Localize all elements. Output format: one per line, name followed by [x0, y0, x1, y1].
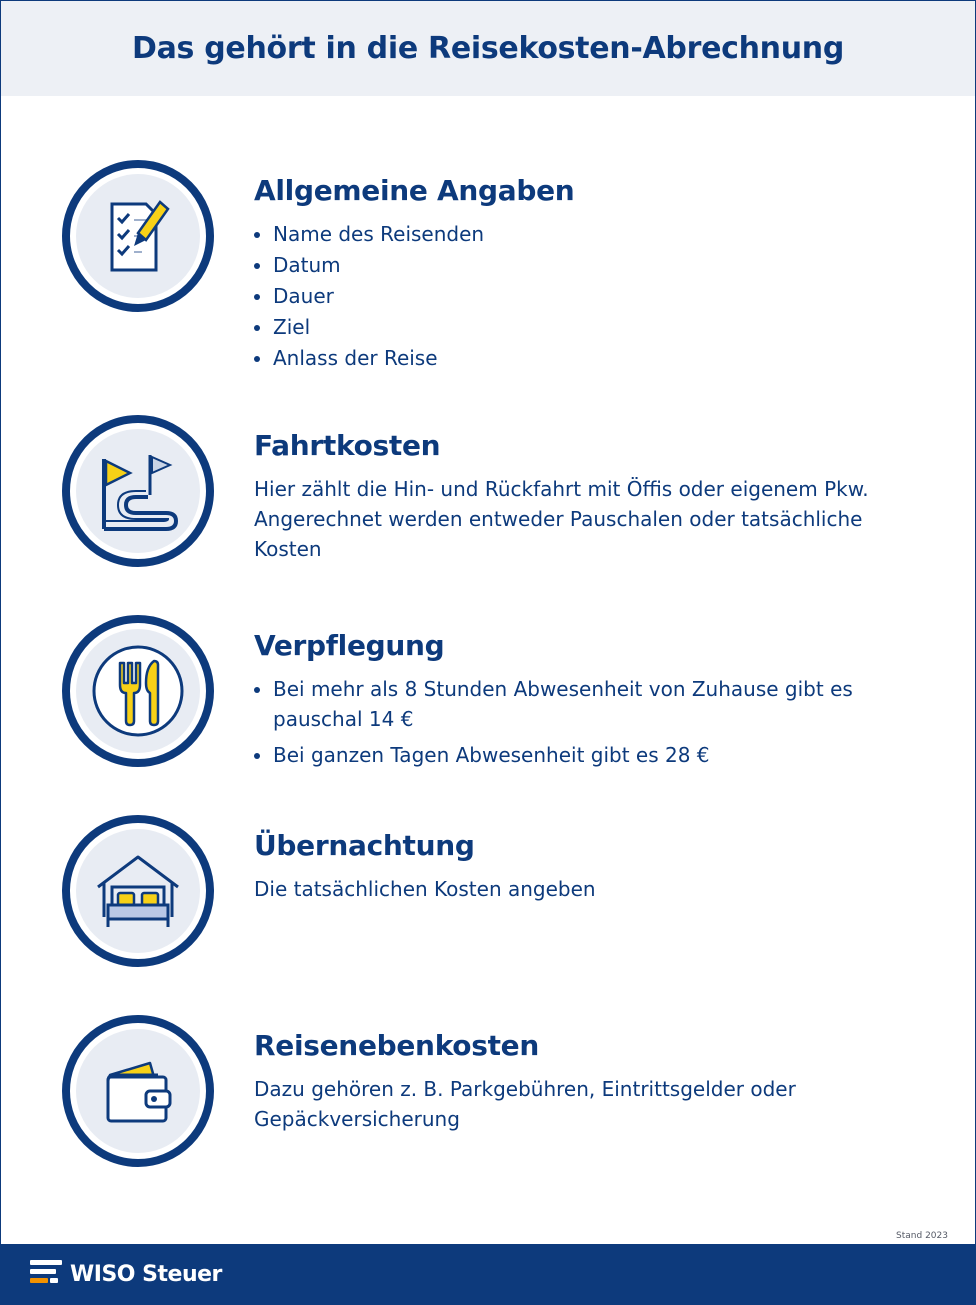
list-item: Dauer — [254, 281, 874, 312]
section-heading: Verpflegung — [254, 629, 445, 662]
list-item: Datum — [254, 250, 874, 281]
header — [1, 1, 975, 96]
icon-circle — [62, 615, 214, 767]
section-content — [254, 173, 874, 374]
section-text: Dazu gehören z. B. Parkgebühren, Eintrittsgelder oder Gepäckversicherung — [254, 1077, 796, 1131]
checklist-icon — [98, 196, 178, 276]
brand-name: WISO Steuer — [70, 1261, 222, 1287]
section-heading: Allgemeine Angaben — [254, 174, 575, 207]
bed-house-icon — [90, 843, 186, 939]
section-content — [254, 428, 874, 564]
route-flags-icon — [96, 449, 180, 533]
icon-circle — [62, 415, 214, 567]
list-item: Bei ganzen Tagen Abwesenheit gibt es 28 € — [254, 740, 874, 770]
section-text: Hier zählt die Hin- und Rückfahrt mit Öffis oder eigenem Pkw. Angerechnet werden entweder Pauschalen oder tatsächliche Kosten — [254, 477, 869, 561]
list-item: Ziel — [254, 312, 874, 343]
section-heading: Reisenebenkosten — [254, 1029, 539, 1062]
icon-circle — [62, 160, 214, 312]
section-heading: Übernachtung — [254, 829, 475, 862]
stand-note: Stand 2023 — [896, 1231, 948, 1241]
fork-knife-icon — [90, 643, 186, 739]
wiso-logo-icon — [30, 1260, 62, 1288]
wallet-icon — [96, 1049, 180, 1133]
list-item: Anlass der Reise — [254, 343, 874, 374]
section-content — [254, 828, 874, 904]
section-text: Die tatsächlichen Kosten angeben — [254, 877, 596, 901]
section-content — [254, 628, 874, 776]
list-item: Name des Reisenden — [254, 219, 874, 250]
brand-logo — [30, 1260, 222, 1288]
icon-circle — [62, 1015, 214, 1167]
page-title: Das gehört in die Reisekosten-Abrechnung — [131, 31, 844, 66]
section-heading: Fahrtkosten — [254, 429, 441, 462]
list-item: Bei mehr als 8 Stunden Abwesenheit von Zuhause gibt es pauschal 14 € — [254, 674, 874, 734]
section-content — [254, 1028, 874, 1134]
footer — [0, 1244, 976, 1305]
icon-circle — [62, 815, 214, 967]
